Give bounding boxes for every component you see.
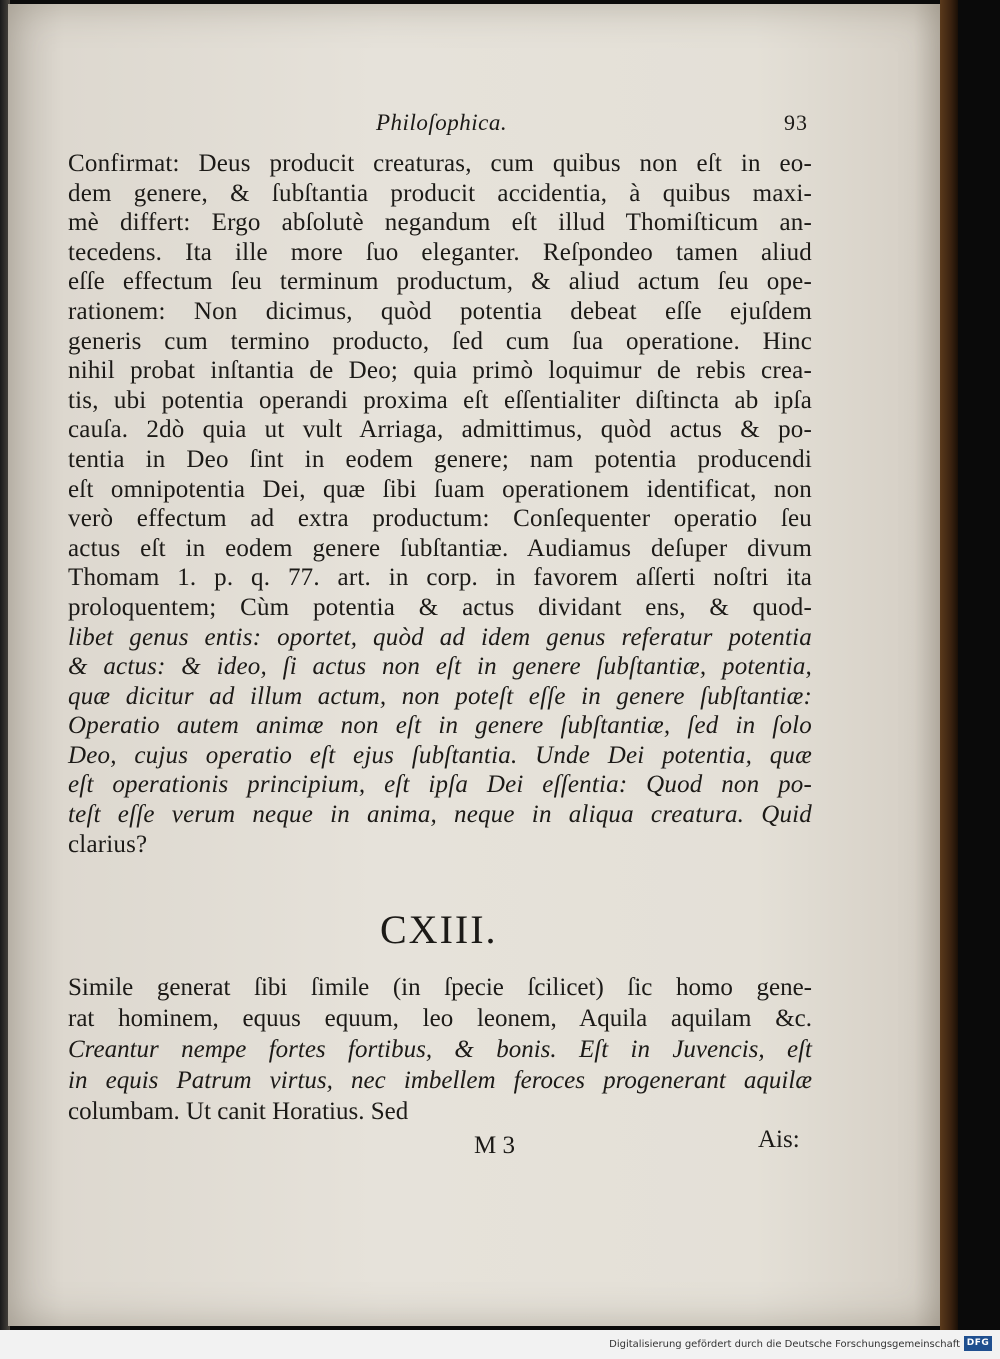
text-line: Confirmat: Deus producit creaturas, cum quibus non eſt in eo- <box>68 150 812 177</box>
text-line: generis cum termino producto, ſed cum ſua operatione. Hinc <box>68 327 812 355</box>
text-line-italic: & actus: & ideo, ſi actus non eſt in genere ſubſtantiæ, potentia, <box>68 653 812 681</box>
text-line-italic: quæ dicitur ad illum actum, non poteſt eſſe in genere ſubſtantiæ: <box>68 682 812 710</box>
text-line: dem genere, & ſubſtantia producit accidentia, à quibus maxi- <box>68 179 812 207</box>
text-line: tecedens. Ita ille more ſuo eleganter. Reſpondeo tamen aliud <box>68 238 812 266</box>
text-line: Simile generat ſibi ſimile (in ſpecie ſcilicet) ſic homo gene- <box>68 974 812 1001</box>
text-line: columbam. Ut canit Horatius. Sed <box>68 1098 409 1125</box>
text-line: cauſa. 2dò quia ut vult Arriaga, admittimus, quòd actus & po- <box>68 416 812 444</box>
text-line: mè differt: Ergo abſolutè negandum eſt illud Thomiſticum an- <box>68 209 812 237</box>
digitization-footer <box>0 1330 1000 1359</box>
text-line: tentia in Deo ſint in eodem genere; nam potentia producendi <box>68 445 812 473</box>
text-line-italic: teſt eſſe verum neque in anima, neque in aliqua creatura. Quid <box>68 801 812 829</box>
text-line-italic: eſt operationis principium, eſt ipſa Dei eſſentia: Quod non po- <box>68 771 812 799</box>
text-line-italic: Operatio autem animæ non eſt in genere ſubſtantiæ, ſed in ſolo <box>68 712 812 740</box>
text-line: proloquentem; Cùm potentia & actus dividant ens, & quod- <box>68 593 812 621</box>
signature-mark: M 3 <box>474 1132 515 1159</box>
funding-credit: Digitalisierung gefördert durch die Deutsche Forschungsgemeinschaft <box>609 1339 960 1350</box>
book-page <box>8 4 942 1326</box>
text-line: clarius? <box>68 830 148 858</box>
text-line: rat hominem, equus equum, leo leonem, Aquila aquilam &c. <box>68 1005 812 1032</box>
section-heading: CXIII. <box>380 907 498 952</box>
text-line: eſt omnipotentia Dei, quæ ſibi ſuam operationem identificat, non <box>68 475 812 503</box>
text-line: verò effectum ad extra productum: Conſequenter operatio ſeu <box>68 505 812 533</box>
book-edge <box>940 0 958 1330</box>
text-line-italic: libet genus entis: oportet, quòd ad idem genus referatur potentia <box>68 623 812 651</box>
paragraph-112-continuation <box>68 149 812 859</box>
text-line-italic: Creantur nempe fortes fortibus, & bonis. Eſt in Juvencis, eſt <box>68 1036 812 1063</box>
paragraph-113 <box>68 972 812 1127</box>
catchword: Ais: <box>758 1126 800 1153</box>
running-title: Philoſophica. <box>376 110 508 135</box>
text-line-italic: Deo, cujus operatio eſt ejus ſubſtantia. Unde Dei potentia, quæ <box>68 741 812 769</box>
page-header <box>68 110 808 140</box>
page-number: 93 <box>784 110 808 135</box>
dfg-logo-icon: DFG <box>964 1336 992 1351</box>
text-line: rationem: Non dicimus, quòd potentia debeat eſſe ejuſdem <box>68 297 812 325</box>
text-line: nihil probat inſtantia de Deo; quia primò loquimur de rebis crea- <box>68 357 812 385</box>
text-line-italic: in equis Patrum virtus, nec imbellem feroces progenerant aquilæ <box>68 1067 812 1094</box>
text-line: eſſe effectum ſeu terminum productum, & aliud actum ſeu ope- <box>68 268 812 296</box>
text-line: Thomam 1. p. q. 77. art. in corp. in favorem aſſerti noſtri ita <box>68 564 812 592</box>
text-line: tis, ubi potentia operandi proxima eſt eſſentialiter diſtincta ab ipſa <box>68 386 812 414</box>
text-line: actus eſt in eodem genere ſubſtantiæ. Audiamus deſuper divum <box>68 534 812 562</box>
